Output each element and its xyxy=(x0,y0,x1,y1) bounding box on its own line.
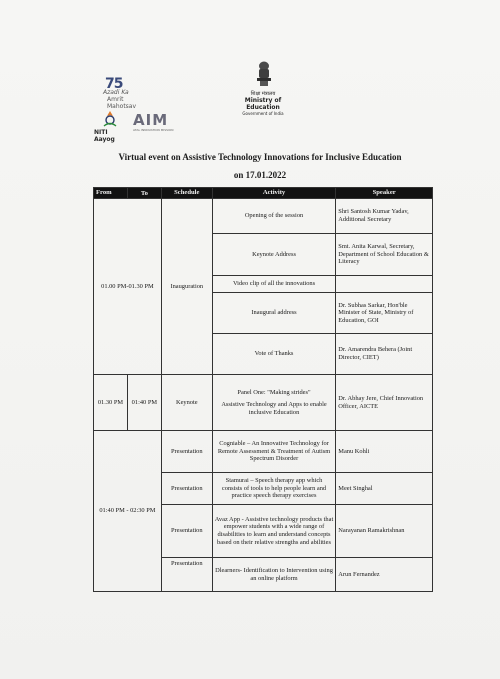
time-cell: 01.00 PM-01.30 PM xyxy=(94,199,162,375)
header-speaker: Speaker xyxy=(336,188,433,199)
header-activity: Activity xyxy=(212,188,336,199)
speaker-cell: Shri Santosh Kumar Yadav, Additional Secretary xyxy=(336,199,433,234)
table-row xyxy=(94,199,433,234)
activity-cell: Dlearners- Identification to Intervention using an online platform xyxy=(212,558,336,592)
activity-cell: Video clip of all the innovations xyxy=(212,276,336,293)
state-emblem-icon xyxy=(252,60,276,88)
activity-cell: Vote of Thanks xyxy=(212,334,336,375)
speaker-cell: Dr. Abhay Jere, Chief Innovation Officer, AICTE xyxy=(336,375,433,431)
speaker-cell: Manu Kohli xyxy=(336,431,433,473)
table-header-row xyxy=(94,188,433,199)
activity-cell: Avaz App - Assistive technology products that empower students with a wide range of disabilities to learn and understand concepts based on their relative strengths and abilities xyxy=(212,505,336,558)
azadi-text: Azadi Ka xyxy=(103,89,129,96)
activity-cell: Inaugural address xyxy=(212,293,336,334)
activity-cell: Keynote Address xyxy=(212,234,336,276)
speaker-cell: Arun Fernandez xyxy=(336,558,433,592)
ministry-name: Ministry of Education xyxy=(244,97,282,111)
aim-logo xyxy=(133,111,187,135)
activity-cell: Cogniable – An Innovative Technology for Remote Assessment & Treatment of Autism Spectrum Disorder xyxy=(212,431,336,473)
table-row xyxy=(94,431,433,473)
speaker-cell: Dr. Subhas Sarkar, Hon'ble Minister of State, Ministry of Education, GOI xyxy=(336,293,433,334)
speaker-cell xyxy=(336,276,433,293)
header-to: To xyxy=(127,188,161,199)
niti-aayog-text: NITI Aayog xyxy=(94,129,115,143)
ministry-of-education-block xyxy=(228,91,298,116)
schedule-table xyxy=(93,187,433,592)
azadi-75-text: 75 xyxy=(105,76,123,92)
panel-title: Panel One: "Making strides" xyxy=(237,388,311,396)
government-of-india-text: Government of India xyxy=(242,111,284,116)
amrit-mahotsav-text: Amrit Mahotsav xyxy=(107,96,137,110)
activity-cell xyxy=(212,375,336,431)
panel-description: Assistive Technology and Apps to enable inclusive Education xyxy=(221,401,327,416)
aim-subtitle: ATAL INNOVATION MISSION xyxy=(133,128,174,132)
niti-aayog-logo xyxy=(94,110,128,143)
aim-text: AIM xyxy=(133,111,169,129)
header-schedule: Schedule xyxy=(161,188,212,199)
schedule-cell: Presentation xyxy=(161,505,212,558)
schedule-cell: Presentation xyxy=(161,431,212,473)
event-date: on 17.01.2022 xyxy=(233,170,287,180)
speaker-cell: Narayanan Ramakrishnan xyxy=(336,505,433,558)
time-cell: 01:40 PM - 02:30 PM xyxy=(94,431,162,592)
niti-aayog-icon xyxy=(100,110,120,128)
table-row xyxy=(94,375,433,431)
activity-cell: Stamurai – Speech therapy app which consists of tools to help people learn and practice speech therapy exercises xyxy=(212,473,336,505)
activity-cell: Opening of the session xyxy=(212,199,336,234)
azadi-ka-amrit-mahotsav-logo xyxy=(103,76,147,110)
event-title: Virtual event on Assistive Technology Innovations for Inclusive Education xyxy=(118,152,402,162)
to-cell: 01:40 PM xyxy=(127,375,161,431)
from-cell: 01.30 PM xyxy=(94,375,128,431)
speaker-cell: Smt. Anita Karwal, Secretary, Department of School Education & Literacy xyxy=(336,234,433,276)
header-from: From xyxy=(94,188,128,199)
speaker-cell: Meet Singhal xyxy=(336,473,433,505)
schedule-cell: Inauguration xyxy=(161,199,212,375)
schedule-cell: Presentation xyxy=(161,473,212,505)
schedule-cell: Presentation xyxy=(161,558,212,592)
schedule-cell: Keynote xyxy=(161,375,212,431)
ministry-hindi-text: शिक्षा मंत्रालय xyxy=(250,91,276,97)
speaker-cell: Dr. Amarendra Behera (Joint Director, CIET) xyxy=(336,334,433,375)
